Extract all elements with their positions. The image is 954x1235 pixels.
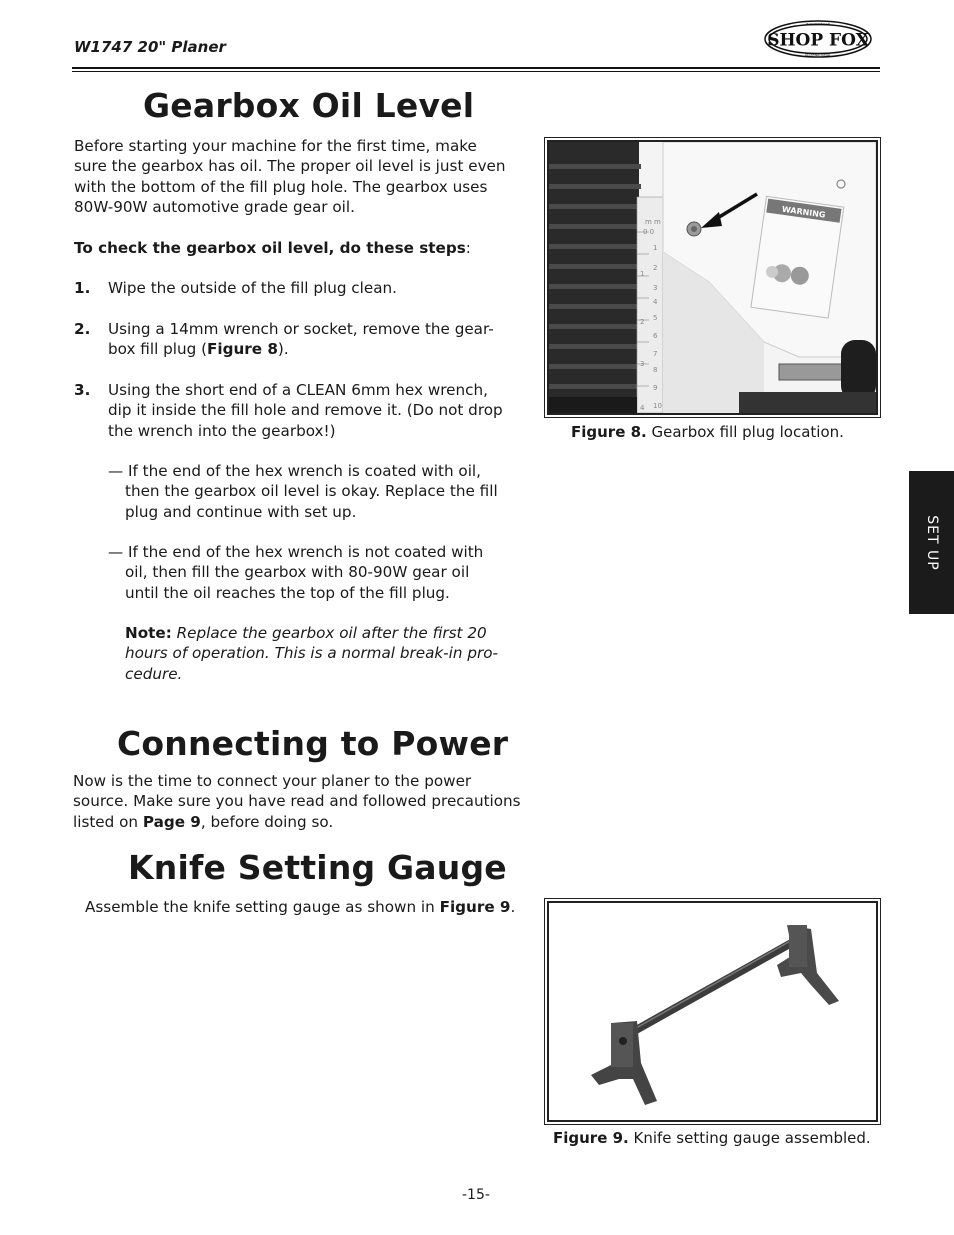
- document-model-title: W1747 20" Planer: [74, 38, 226, 56]
- step-text: Using the short end of a CLEAN 6mm hex wrench, dip it inside the fill hole and remove it. (Do not drop the wrench into the gearbox!): [108, 381, 503, 440]
- step-text: Wipe the outside of the fill plug clean.: [108, 279, 397, 297]
- svg-text:2: 2: [640, 318, 645, 326]
- step-number: 1.: [74, 279, 91, 297]
- step-text: Using a 14mm wrench or socket, remove the gear- box fill plug (Figure 8).: [108, 320, 494, 359]
- page-number: -15-: [462, 1187, 490, 1203]
- step-number: 3.: [74, 381, 91, 399]
- svg-text:10: 10: [653, 402, 662, 410]
- figure-9-caption: Figure 9. Knife setting gauge assembled.: [553, 1129, 871, 1147]
- figure-9-photo: [547, 901, 878, 1122]
- svg-text:8: 8: [653, 366, 658, 374]
- power-paragraph: Now is the time to connect your planer to the power source. Make sure you have read and followed precautions listed on Page 9, before doing so.: [73, 772, 521, 831]
- header-rule-thin: [72, 71, 880, 72]
- svg-text:1: 1: [653, 244, 658, 252]
- svg-text:5: 5: [653, 314, 658, 322]
- svg-text:3: 3: [653, 284, 658, 292]
- svg-text:7: 7: [653, 350, 658, 358]
- svg-text:m m: m m: [645, 218, 661, 226]
- steps-heading: To check the gearbox oil level, do these steps:: [74, 239, 471, 257]
- section-title-gearbox: Gearbox Oil Level: [143, 86, 475, 125]
- svg-text:WARNING: WARNING: [781, 204, 826, 220]
- section-tab-set-up: SET UP: [909, 471, 954, 614]
- svg-text:6: 6: [653, 332, 658, 340]
- shop-fox-logo: [764, 20, 872, 58]
- gearbox-intro: Before starting your machine for the first time, make sure the gearbox has oil. The proper oil level is just even with the bottom of the fill plug hole. The gearbox uses 80W-90W automotive grade gear oil.: [74, 137, 506, 216]
- section-title-power: Connecting to Power: [117, 724, 509, 763]
- svg-text:2: 2: [653, 264, 658, 272]
- section-title-knife-gauge: Knife Setting Gauge: [128, 848, 507, 887]
- svg-text:0 0: 0 0: [643, 228, 655, 236]
- svg-text:4: 4: [653, 298, 658, 306]
- svg-text:4: 4: [640, 404, 645, 412]
- svg-text:3: 3: [640, 360, 645, 368]
- bullet-item: — If the end of the hex wrench is not coated with oil, then fill the gearbox with 80-90W gear oil until the oil reaches the top of the fill plug.: [108, 543, 484, 602]
- svg-text:INTERNATIONAL: INTERNATIONAL: [805, 53, 831, 57]
- header-rule: [72, 67, 880, 69]
- step-number: 2.: [74, 320, 91, 338]
- svg-text:9: 9: [653, 384, 658, 392]
- note-paragraph: Note: Replace the gearbox oil after the first 20 hours of operation. This is a normal break-in pro- cedure.: [125, 624, 498, 683]
- knife-paragraph: Assemble the knife setting gauge as shown in Figure 9.: [85, 898, 516, 916]
- logo-text: SHOP FOX: [767, 30, 869, 51]
- svg-text:1: 1: [640, 270, 645, 278]
- figure-8-photo: [547, 140, 878, 415]
- figure-8-caption: Figure 8. Gearbox fill plug location.: [571, 423, 844, 441]
- bullet-item: — If the end of the hex wrench is coated with oil, then the gearbox oil level is okay. Replace the fill plug and continue with set up.: [108, 462, 498, 521]
- svg-text:WOODSTOCK: WOODSTOCK: [805, 22, 831, 27]
